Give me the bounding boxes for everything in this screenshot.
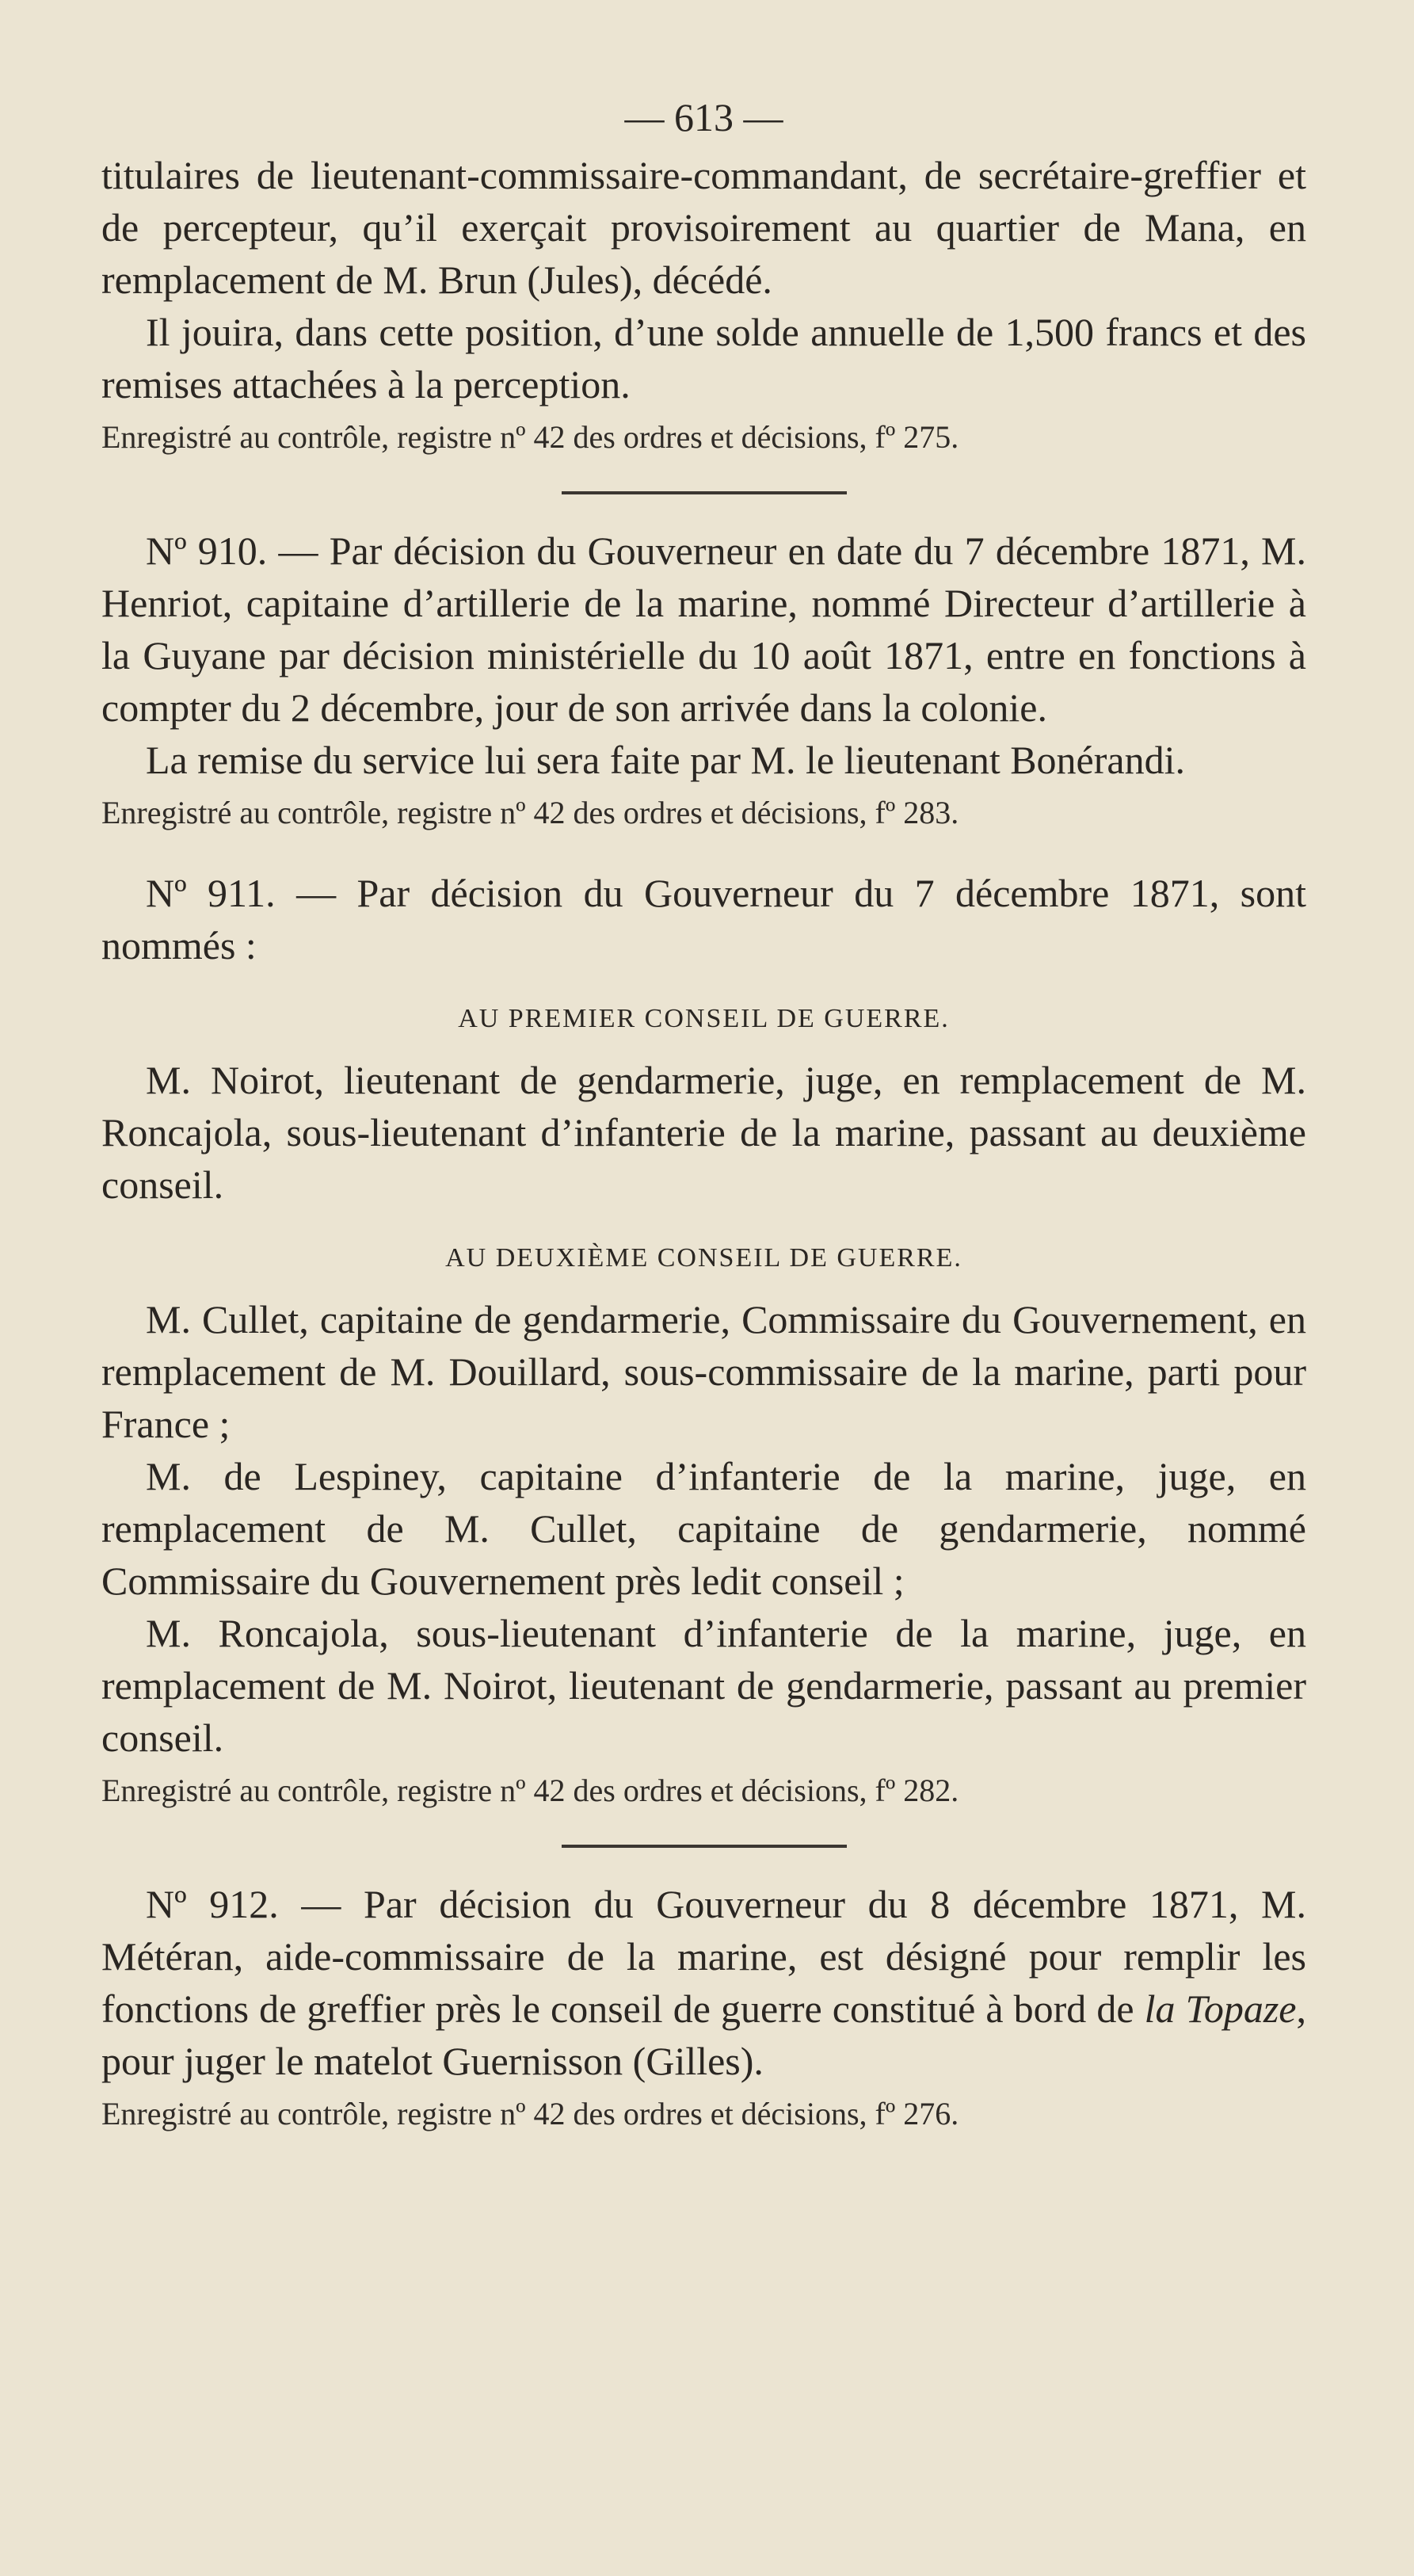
decision-911-paragraph: Nº 911. — Par décision du Gouverneur du 7 décembre 1871, sont nommés : bbox=[101, 871, 1306, 967]
decision-910-registration-note: Enregistré au contrôle, registre nº 42 des ordres et décisions, fº 283. bbox=[101, 795, 959, 830]
decision-911-cullet-paragraph: M. Cullet, capitaine de gendarmerie, Commissaire du Gouvernement, en remplacement de M. Douillard, sous-commissaire de la marine, parti pour France ; bbox=[101, 1297, 1306, 1446]
intro-registration-note: Enregistré au contrôle, registre nº 42 des ordres et décisions, fº 275. bbox=[101, 419, 959, 455]
decision-912-text-start: Nº 912. — Par décision du Gouverneur du 8 décembre 1871, M. Météran, aide-commissaire de la marine, est désigné pour remplir les fonctions de greffier près le conseil de guerre constitué à bord de bbox=[101, 1882, 1306, 2031]
section-spacer bbox=[101, 835, 1306, 867]
ship-name: la Topaze bbox=[1144, 1986, 1297, 2031]
decision-910-paragraph: Nº 910. — Par décision du Gouverneur en date du 7 décembre 1871, M. Henriot, capitaine d’artillerie de la marine, nommé Directeur d’artillerie à la Guyane par décision ministérielle du 10 août 1871, entre en fonctions à compter du 2 décembre, jour de son arrivée dans la colonie. bbox=[101, 529, 1306, 730]
decision-911-roncajola-paragraph: M. Roncajola, sous-lieutenant d’infanterie de la marine, juge, en remplacement de M. Noirot, lieutenant de gendarmerie, passant au premier conseil. bbox=[101, 1611, 1306, 1760]
decision-911-noirot-paragraph: M. Noirot, lieutenant de gendarmerie, juge, en remplacement de M. Roncajola, sous-lieutenant d’infanterie de la marine, passant au deuxième conseil. bbox=[101, 1058, 1306, 1207]
decision-912-registration-note: Enregistré au contrôle, registre nº 42 des ordres et décisions, fº 276. bbox=[101, 2096, 959, 2131]
section-divider bbox=[562, 491, 847, 494]
section-divider bbox=[562, 1845, 847, 1848]
decision-912-text-end: , pour juger le matelot Guernisson (Gilles). bbox=[101, 1986, 1306, 2083]
decision-911-lespiney-paragraph: M. de Lespiney, capitaine d’infanterie de la marine, juge, en remplacement de M. Cullet, capitaine de gendarmerie, nommé Commissaire du Gouvernement près ledit conseil ; bbox=[101, 1454, 1306, 1603]
decision-912-paragraph bbox=[101, 1878, 1306, 2087]
page-number: — 613 — bbox=[624, 95, 783, 139]
decision-910-handover-paragraph: La remise du service lui sera faite par M. le lieutenant Bonérandi. bbox=[146, 738, 1185, 782]
decision-911-registration-note: Enregistré au contrôle, registre nº 42 des ordres et décisions, fº 282. bbox=[101, 1773, 959, 1808]
intro-paragraph: titulaires de lieutenant-commissaire-commandant, de secrétaire-greffier et de percepteur, qu’il exerçait provisoirement au quartier de Mana, en remplacement de M. Brun (Jules), décédé. bbox=[101, 153, 1306, 302]
second-council-heading: AU DEUXIÈME CONSEIL DE GUERRE. bbox=[445, 1243, 962, 1273]
intro-salary-paragraph: Il jouira, dans cette position, d’une solde annuelle de 1,500 francs et des remises attachées à la perception. bbox=[101, 310, 1306, 406]
first-council-heading: AU PREMIER CONSEIL DE GUERRE. bbox=[458, 1004, 950, 1033]
